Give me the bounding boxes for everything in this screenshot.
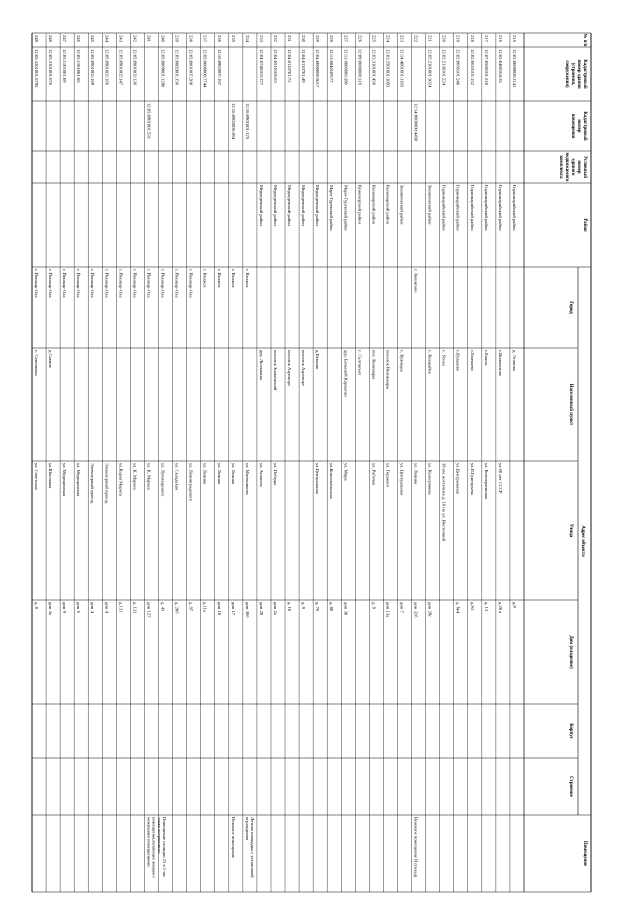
cell-district: Горномарийский район <box>483 185 489 231</box>
cell-room_cad: 12:05:0901001:531 <box>146 103 152 139</box>
cell-house: д.131 <box>118 602 124 613</box>
cell-building_cad: 12:03:3101001:456 <box>371 49 377 85</box>
cell-house: д. 131 <box>132 602 138 614</box>
cell-building_cad: 12:02:0660101:240 <box>455 49 461 85</box>
cell-street: ул. К. Маркса <box>132 463 138 490</box>
cell-num: 238 <box>188 35 194 42</box>
cell-house: дом 127 <box>146 602 152 618</box>
cell-district: Медведевский район <box>301 185 307 226</box>
cell-num: 245 <box>90 35 96 42</box>
cell-house: д. 13 <box>483 602 489 612</box>
header-street: Улица <box>568 523 573 538</box>
cell-settlement: поселок Аэропорт <box>301 350 307 386</box>
cell-building_cad: 12:05:0901002:147 <box>118 49 124 85</box>
cell-district: Мари-Турекский район <box>343 185 349 231</box>
cell-district: Килемарский район <box>385 185 391 224</box>
cell-building_cad: 12:04:0110701:72 <box>287 49 293 83</box>
cell-room: этаже встроенного <box>156 817 162 854</box>
cell-house: дом 20 <box>258 602 264 616</box>
cell-street: ул. Победы <box>272 463 278 485</box>
cell-street: Элеваторный проезд <box>90 463 96 504</box>
cell-street: ул. Центральная <box>399 463 405 495</box>
cell-num: 228 <box>329 35 335 42</box>
header-house: Дом (владение) <box>568 635 573 669</box>
cell-street: ул.60 лет СССР <box>497 463 503 494</box>
header-room_cad: номер <box>576 119 581 133</box>
cell-building_cad: 12:02:0480104:35 <box>497 49 503 83</box>
cell-house: дом 38 <box>343 602 349 616</box>
header-complex: недвижимого <box>564 152 569 182</box>
cell-building_cad: 12:05:0801007:208 <box>188 49 194 85</box>
cell-num: 237 <box>202 35 208 42</box>
cell-district: Горномарийский район <box>441 185 447 231</box>
cell-building_cad: 12:14:4001001:1105 <box>399 49 405 88</box>
cell-district: Медведевский район <box>258 185 264 226</box>
cell-house: д. 9 <box>301 602 307 609</box>
cell-house: д. 43 <box>160 602 166 612</box>
cell-num: 241 <box>146 35 152 42</box>
cell-building_cad: 12:05:3101001:670 <box>48 49 54 85</box>
cell-street: ул. Мира <box>343 463 349 481</box>
cell-room: Нежилое помещение II (склад) <box>413 817 419 878</box>
cell-building_cad: 12:02:0610101:152 <box>469 49 475 85</box>
cell-room_cad: 12:16:0902006:394 <box>230 103 236 139</box>
cell-num: 246 <box>76 35 82 42</box>
cell-building_cad: 12:05:3301001:5795 <box>34 49 39 88</box>
cell-district: Медведевский район <box>272 185 278 226</box>
header-building_cad: сооружения) <box>564 60 569 88</box>
cell-city: г. Йошкар-Ола <box>146 269 152 298</box>
header-complex: Условный <box>582 156 587 178</box>
cell-street: ул. Медицинская <box>62 463 68 497</box>
cell-house: дом 3а <box>48 602 54 615</box>
cell-city: г. Звенигово <box>413 269 419 293</box>
cell-building_cad: 12:11:0000000:390 <box>343 49 349 85</box>
cell-num: 247 <box>62 35 68 42</box>
cell-street: ул. Ленина <box>202 463 208 485</box>
cell-settlement: с. Кокшайск <box>427 350 433 375</box>
cell-city: г. Волжск <box>202 269 208 288</box>
header-building_cad: номер здания <box>576 59 581 89</box>
cell-city: г. Йошкар-Ола <box>174 269 180 298</box>
cell-building_cad: 12:05:0809001:1290 <box>160 49 166 88</box>
cell-building_cad: 12:07:0560101:210 <box>483 49 489 85</box>
cell-num: 223 <box>399 35 405 42</box>
cell-street: ул. Атланты <box>258 463 264 487</box>
cell-district: Горномарийский район <box>511 185 517 231</box>
cell-building_cad: 12:04:0110701:49 <box>301 49 307 83</box>
header-complex: единого <box>570 158 575 176</box>
cell-city: г. Йошкар-Ола <box>160 269 166 298</box>
cell-house: дом 2а <box>272 602 278 615</box>
cell-district: Звениговский район <box>427 185 433 225</box>
cell-street: ул. Кооперативная <box>483 463 489 500</box>
cell-settlement: дер. Люльпаны <box>258 350 264 380</box>
cell-building_cad: 12:03:2501001:1093 <box>385 49 391 88</box>
cell-house: д. №4 <box>455 602 461 614</box>
cell-house: д.9 <box>511 602 517 608</box>
cell-house: дом 7 <box>399 602 405 613</box>
cell-building_cad: 12:02:2130101:224 <box>441 49 447 85</box>
cell-house: дом 4 <box>90 602 96 613</box>
cell-building_cad: 12:05:0901002:169 <box>90 49 96 85</box>
cell-room_cad: 12:16:0901001:125 <box>244 103 250 139</box>
cell-settlement: д.Савино <box>48 350 54 368</box>
cell-num: 226 <box>357 35 363 42</box>
cell-street: ул. Матюнинско <box>244 463 250 495</box>
cell-building_cad: 12:04:0000000:5017 <box>315 49 321 88</box>
cell-num: 233 <box>258 35 264 42</box>
cell-num: 227 <box>343 35 349 42</box>
cell-num: 221 <box>427 35 433 42</box>
cell-settlement: с.Емешево <box>469 350 475 371</box>
cell-num: 218 <box>469 35 475 42</box>
cell-room: ограждения <box>244 817 250 841</box>
cell-house: д. 20б <box>174 602 180 614</box>
cell-street: ул.Карла Маркса <box>118 463 124 496</box>
cell-building_cad: 12:05:0000000:7744 <box>202 49 208 88</box>
cell-num: 220 <box>441 35 447 42</box>
cell-street: ул.Центральная <box>315 463 321 494</box>
cell-building_cad: 12:04:0740103:377 <box>258 49 264 85</box>
cell-street: ул. Луначарского <box>160 463 166 497</box>
cell-street: ул. Медицинская <box>76 463 82 497</box>
cell-num: 229 <box>315 35 321 42</box>
cell-district: Горномарийский район <box>469 185 475 231</box>
cell-house: д.93 <box>469 602 475 611</box>
cell-num: 230 <box>301 35 307 42</box>
cell-settlement: с. Семеновка <box>34 350 39 376</box>
cell-num: 239 <box>174 35 180 42</box>
cell-num: 216 <box>497 35 503 42</box>
cell-settlement: с. Усола <box>441 350 447 366</box>
header-building_cad: (строения, <box>570 62 575 86</box>
cell-building_cad: 12:05:1101001:66 <box>76 49 82 83</box>
cell-house: дом 13а <box>385 602 391 618</box>
cell-street: ул. Советская <box>34 463 39 490</box>
header-room_cad: Кадастровый <box>582 111 587 141</box>
cell-house: д.11а <box>202 602 208 612</box>
cell-room: нежилыми помещениями <box>146 817 152 867</box>
cell-district: Мари-Турекский район <box>329 185 335 231</box>
cell-street: Элеваторный проезд <box>104 463 110 504</box>
cell-district: Куженерский район <box>357 185 363 224</box>
cell-house: дом 10 <box>216 602 222 616</box>
cell-building_cad: 12:05:0901002:166 <box>104 49 110 85</box>
cell-city: г. Йошкар-Ола <box>90 269 96 298</box>
cell-house: д. 80 <box>329 602 335 612</box>
cell-house: д. 9 <box>371 602 377 609</box>
cell-city: г. Йошкар-Ола <box>132 269 138 298</box>
cell-num: 217 <box>483 35 489 42</box>
cell-district: Горномарийский район <box>455 185 461 231</box>
cell-settlement: с.Кулаково <box>455 350 461 372</box>
header-complex: номер <box>576 160 581 174</box>
cell-building_cad: 12:05:0802001:156 <box>174 49 180 85</box>
cell-room: Помещение позиции 23 в 1-ом <box>162 817 168 877</box>
cell-house: дом 30б <box>244 602 250 618</box>
cell-building_cad: 12:16:0902007:167 <box>216 49 222 85</box>
cell-num: 243 <box>118 35 124 42</box>
cell-district: Медведевский район <box>315 185 321 226</box>
cell-city: г. Волжск <box>216 269 222 288</box>
cell-district: Килемарский район <box>371 185 377 224</box>
cell-num: 236 <box>216 35 222 42</box>
cell-street: ул. Рабочая <box>371 463 377 486</box>
cell-city: г. Волжск <box>230 269 236 288</box>
cell-num: 240 <box>160 35 166 42</box>
cell-house: дом 17 <box>230 602 236 616</box>
cell-room: Нежилое помещение <box>230 817 236 858</box>
header-room: Помещение <box>582 840 587 867</box>
cell-num: 232 <box>272 35 278 42</box>
cell-street: ул.Комсомольская <box>329 463 335 499</box>
cell-room: помещения,являющее жилым с <box>151 817 157 879</box>
cell-street: ул.Центральная <box>455 463 461 494</box>
cell-house: дом 29г <box>427 602 433 618</box>
cell-num: 244 <box>104 35 110 42</box>
header-room_cad: помещения <box>570 113 575 139</box>
cell-num: 222 <box>413 35 419 42</box>
cell-street: ул.Школьная <box>48 463 54 489</box>
cell-city: г. Йошкар-Ола <box>118 269 124 298</box>
cell-district: Горномарийский район <box>497 185 503 231</box>
cell-house: д. 76 <box>315 602 321 612</box>
cell-street: ул.П.Григорьева <box>469 463 475 495</box>
cell-district: Звениговский район <box>399 185 405 225</box>
cell-settlement: с.Виловатово <box>497 350 503 377</box>
cell-num: 249 <box>34 35 39 42</box>
cell-num: 224 <box>385 35 391 42</box>
cell-city: г. Йошкар-Ола <box>76 269 82 298</box>
cell-num: 231 <box>287 35 293 42</box>
cell-settlement: дер. Большой Карлыган <box>343 350 349 397</box>
cell-settlement: поселок Аэропорт <box>287 350 293 386</box>
cell-building_cad: 12:09:0000000:316 <box>357 49 363 85</box>
cell-building_cad: 12:05:1101001:69 <box>62 49 68 83</box>
cell-house: д.28 а <box>497 602 503 614</box>
header-settlement: Населенный пункт <box>568 383 573 426</box>
cell-settlement: с. Кужмара <box>399 350 405 372</box>
cell-city: г. Йошкар-Ола <box>188 269 194 298</box>
cell-num: 242 <box>132 35 138 42</box>
cell-settlement: пос. Килемары <box>371 350 377 380</box>
cell-building_cad: 12:05:0901002:136 <box>132 49 138 85</box>
cell-settlement: поселок Знаменский <box>272 350 278 391</box>
header-district: Район <box>582 218 587 232</box>
cell-house: дом 9 <box>62 602 68 613</box>
cell-num: 215 <box>511 35 517 42</box>
cell-city: г. Йошкар-Ола <box>34 269 39 298</box>
cell-house: дом 4 <box>104 602 110 613</box>
cell-city: г. Йошкар-Ола <box>48 269 54 298</box>
address-group-header: Адрес объекта <box>580 525 585 557</box>
cell-street: ул. Горького <box>385 463 391 487</box>
cell-street: ул. Кологривова <box>427 463 433 495</box>
cell-street: ул. Ленина <box>216 463 222 485</box>
cell-city: г. Волжск <box>244 269 250 288</box>
header-korpus: Корпус <box>568 723 573 739</box>
cell-street: 39 км. восточнее д. 16 по ул. Восточной <box>441 463 447 542</box>
cell-house: д. 8 <box>34 602 39 609</box>
header-stroenie: Строение <box>568 776 573 797</box>
cell-building_cad: 12:02:0000000:2141 <box>511 49 517 88</box>
cell-settlement: д.Пекшик <box>315 350 321 370</box>
cell-num: 219 <box>455 35 461 42</box>
cell-street: ул. Складская <box>174 463 180 491</box>
cell-room: Летняя площадка с установкой <box>250 817 256 878</box>
cell-settlement: д. Эсяново <box>511 350 517 372</box>
cell-settlement: с.Еласы <box>483 350 489 366</box>
cell-settlement: поселок Визимьяры <box>385 350 391 390</box>
cell-street: ул. К. Маркса <box>146 463 152 490</box>
cell-house: дом 6 <box>76 602 82 613</box>
cell-city: г. Йошкар-Ола <box>104 269 110 298</box>
cell-district: Медведевский район <box>287 185 293 226</box>
cell-street: ул. Ленинградского <box>188 463 194 502</box>
cell-num: 248 <box>48 35 54 42</box>
cell-settlement: с. Салтакъял <box>357 350 363 375</box>
cell-room_cad: 12:14:0000000:4450 <box>413 103 419 142</box>
cell-num: 234 <box>244 35 250 42</box>
header-num: № п/п <box>582 33 587 47</box>
cell-building_cad: 12:04:0510105:63 <box>272 49 278 83</box>
header-complex: комплекса <box>558 155 563 179</box>
cell-house: д. 10 <box>287 602 293 612</box>
cell-num: 235 <box>230 35 236 42</box>
header-building_cad: Кадастровый <box>582 59 587 89</box>
cell-street: ул. Ленина <box>413 463 419 485</box>
cell-city: г. Йошкар-Ола <box>62 269 68 298</box>
cell-building_cad: 12:05:2101001:3024 <box>427 49 433 88</box>
header-city: Город <box>568 301 573 314</box>
cell-building_cad: 12:11:0840109:77 <box>329 49 335 83</box>
cell-house: д. 97 <box>188 602 194 612</box>
cell-house: дом 32б <box>413 602 419 618</box>
cell-num: 225 <box>371 35 377 42</box>
cell-street: ул. Ленина <box>230 463 236 485</box>
